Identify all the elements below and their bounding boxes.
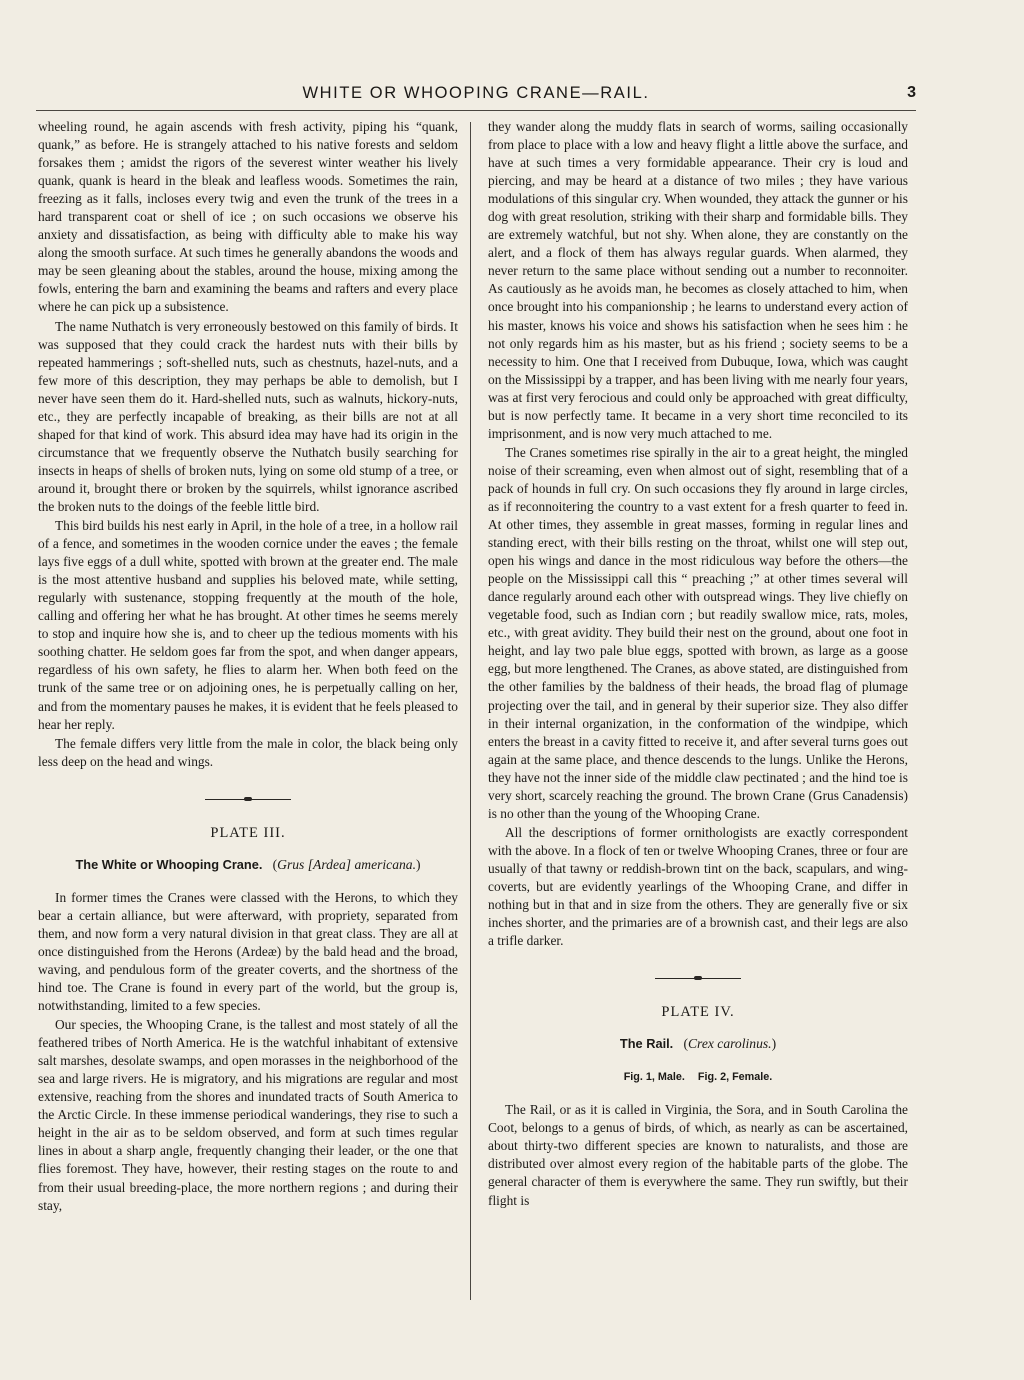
plate-heading: PLATE III. — [210, 824, 286, 841]
paragraph: The name Nuthatch is very erroneously bestowed on this family of birds. It was supposed that they could crack the hardest nuts with their bills by repeated hammerings ; soft-shelled nuts, such as chestnuts, hazel-nuts, and a few more of this description, they may perhaps be able to demolish, but I never have seen them do it. Hard-shelled nuts, such as walnuts, hickory-nuts, etc., they are perfectly incapable of breaking, as their bills are not at all shaped for that kind of work. This absurd idea may have had its origin in the circumstance that we frequently observe the Nuthatch busily searching for insects in heaps of shells of broken nuts, lying on some old stump of a tree, or around it, brought there or broken by the squirrels, whilst ignorance ascribed the broken nuts to the doings of the feeble little bird. — [38, 318, 458, 514]
plate-heading: PLATE IV. — [661, 1004, 735, 1021]
latin-close: ) — [416, 856, 421, 872]
section-ornament — [655, 976, 741, 981]
latin-species: americana. — [354, 856, 417, 872]
figure-captions — [488, 1068, 908, 1086]
figure-caption-1: Fig. 1, Male. — [623, 1071, 685, 1084]
common-name: The White or Whooping Crane. — [75, 856, 263, 872]
paragraph: The Rail, or as it is called in Virginia, the Sora, and in South Carolina the Coot, belongs to a genus of birds, of which, as nearly as can be ascertained, about thirty-two different species are known to naturalists, and those are distributed over almost every region of the habitable parts of the globe. The general character of them is everywhere the same. They run swiftly, but their flight is — [488, 1102, 908, 1208]
latin-genus: Grus — [277, 856, 305, 872]
figure-caption-2: Fig. 2, Female. — [697, 1071, 773, 1084]
column-divider — [470, 122, 471, 1300]
latin-open: ( — [272, 856, 278, 872]
latin-subgenus: [Ardea] — [307, 856, 352, 872]
paragraph: The female differs very little from the male in color, the black being only less deep on the head and wings. — [38, 735, 458, 769]
species-heading — [38, 856, 458, 874]
latin-name: Crex carolinus. — [687, 1036, 772, 1052]
left-column — [38, 118, 458, 1318]
paragraph: Our species, the Whooping Crane, is the tallest and most stately of all the feathered tribes of North America. He is the watchful inhabitant of extensive salt marshes, desolate swamps, and open morasses in the neighborhood of the sea and large rivers. He is migratory, and his migrations are regular and most extensive, reaching from the shores and inundated tracts of South America to the Arctic Circle. In these immense periodical wanderings, they rise to such a height in the air as to be seldom observed, and form at such times regular lines in about a sharp angle, frequently changing their leader, or the one that flies foremost. They have, however, their resting stages on the route to and from their usual breeding-place, the more northern regions ; and during their stay, — [38, 1017, 458, 1213]
paragraph: wheeling round, he again ascends with fresh activity, piping his “quank, quank,” as before. He is strangely attached to his native forests and seldom forsakes them ; amidst the rigors of the severest winter weather his lively quank, quank is heard in the bleak and leafless woods. Sometimes the rain, freezing as it falls, incloses every twig and even the trunk of the trees in a hard transparent coat or shell of ice ; on such occasions we observe his anxiety and dissatisfaction, as being with difficulty able to make his way along the smooth surface. At such times he generally abandons the woods and may be seen gleaning about the stables, around the house, mixing among the fowls, entering the barn and examining the beams and rafters and every place where he can pick up a subsistence. — [38, 119, 458, 315]
section-ornament — [205, 797, 291, 802]
latin-open: ( — [683, 1036, 688, 1052]
common-name: The Rail. — [619, 1036, 674, 1052]
species-heading — [488, 1035, 908, 1053]
paragraph: they wander along the muddy flats in search of worms, sailing occasionally from place to place with a low and heavy flight a little above the surface, and have at such times a very formidable appearance. Their cry is loud and piercing, and may be heard at a distance of two miles ; they have various modulations of this singular cry. When wounded, they attack the gunner or his dog with great resolution, striking with their sharp and formidable bills. They are extremely watchful, but not shy. When alone, they are constantly on the alert, and a flock of them has always regular guards. When alarmed, they never return to the same place without sending out a number to reconnoiter. As cautiously as he avoids man, he becomes as closely attached to him, when once brought into his companionship ; he learns to understand every action of his master, knows his voice and shows his satisfaction when he sees him : he not only regards him as his master, but as his friend ; society seems to be a necessity to him. One that I received from Dubuque, Iowa, which was caught on the Mississippi by a trapper, and has been living with me nearly four years, was at first very ferocious and could only be approached with great difficulty, but is now perfectly tame. It became in a very short time reconciled to its imprisonment, and is now very much attached to me. — [488, 119, 908, 441]
running-title: WHITE OR WHOOPING CRANE—RAIL. — [302, 84, 650, 102]
latin-close: ) — [771, 1036, 777, 1052]
paragraph: This bird builds his nest early in April, in the hole of a tree, in a hollow rail of a fence, and sometimes in the wooden cornice under the eaves ; the female lays five eggs of a dull white, spotted with brown at the greater end. The male is the most attentive husband and supplies his beloved mate, while setting, regularly with sustenance, stopping frequently at the mouth of the hole, calling and offering her what he has brought. At other times he seems merely to stop and inquire how she is, and to cheer up the tedious moments with his soothing chatter. He seldom goes far from the spot, and when danger appears, regardless of his own safety, he flies to alarm her. When both feed on the trunk of the same tree or on adjoining ones, he is perpetually calling on her, and from the momentary pauses he makes, it is evident that he feels pleased to hear her reply. — [38, 518, 458, 732]
page-number: 3 — [907, 84, 916, 101]
paragraph: All the descriptions of former ornithologists are exactly correspondent with the above. In a flock of ten or twelve Whooping Cranes, three or four are usually of that tawny or reddish-brown tint on the back, scapulars, and wing-coverts, but are evidently yearlings of the Whooping Crane, and differ in nothing but in that and in size from the others. They are generally five or six inches shorter, and the primaries are of a brownish cast, and their legs are also a trifle darker. — [488, 824, 908, 949]
header-rule — [36, 110, 916, 111]
right-column — [488, 118, 908, 1318]
paragraph: In former times the Cranes were classed with the Herons, to which they bear a certain alliance, but were afterward, with propriety, separated from them, and now form a very natural division in that great class. They are all at once distinguished from the Herons (Ardeæ) by the bald head and the broad, waving, and pendulous form of the greater coverts, and the shortness of the hind toe. The Crane is found in every part of the world, but the group is, notwithstanding, limited to a few species. — [38, 889, 458, 1014]
running-head — [36, 84, 916, 108]
paragraph: The Cranes sometimes rise spirally in the air to a great height, the mingled noise of their screaming, even when almost out of sight, resembling that of a pack of hounds in full cry. On such occasions they fly around in large circles, as if reconnoitering the country to a vast extent for a fresh quarter to feed in. At other times, they assemble in great masses, forming in regular lines and standing erect, with their bills resting on the throat, whilst one will step out, open his wings and dance in the most ridiculous way before the others—the people on the Mississippi call this “ preaching ;” at other times several will dance regularly around each other with outspread wings. They live chiefly on vegetable food, such as Indian corn ; but readily swallow mice, rats, moles, etc., with great avidity. They build their nest on the ground, about one foot in height, and lay two pale blue eggs, spotted with brown, as large as a goose egg, but more lengthened. The Cranes, as above stated, are distinguished from the other families by the baldness of their heads, the broad flag of plumage projecting over the tail, and in general by their superior size. They also differ in their internal organization, in the conformation of the windpipe, which enters the breast in a cavity fitted to receive it, and after several turns goes out again at the same place, and thence descends to the lungs. Unlike the Herons, they have not the inner side of the middle claw pectinated ; and the hind toe is very short, scarcely reaching the ground. The brown Crane (Grus Canadensis) is no other than the young of the Whooping Crane. — [488, 444, 908, 821]
